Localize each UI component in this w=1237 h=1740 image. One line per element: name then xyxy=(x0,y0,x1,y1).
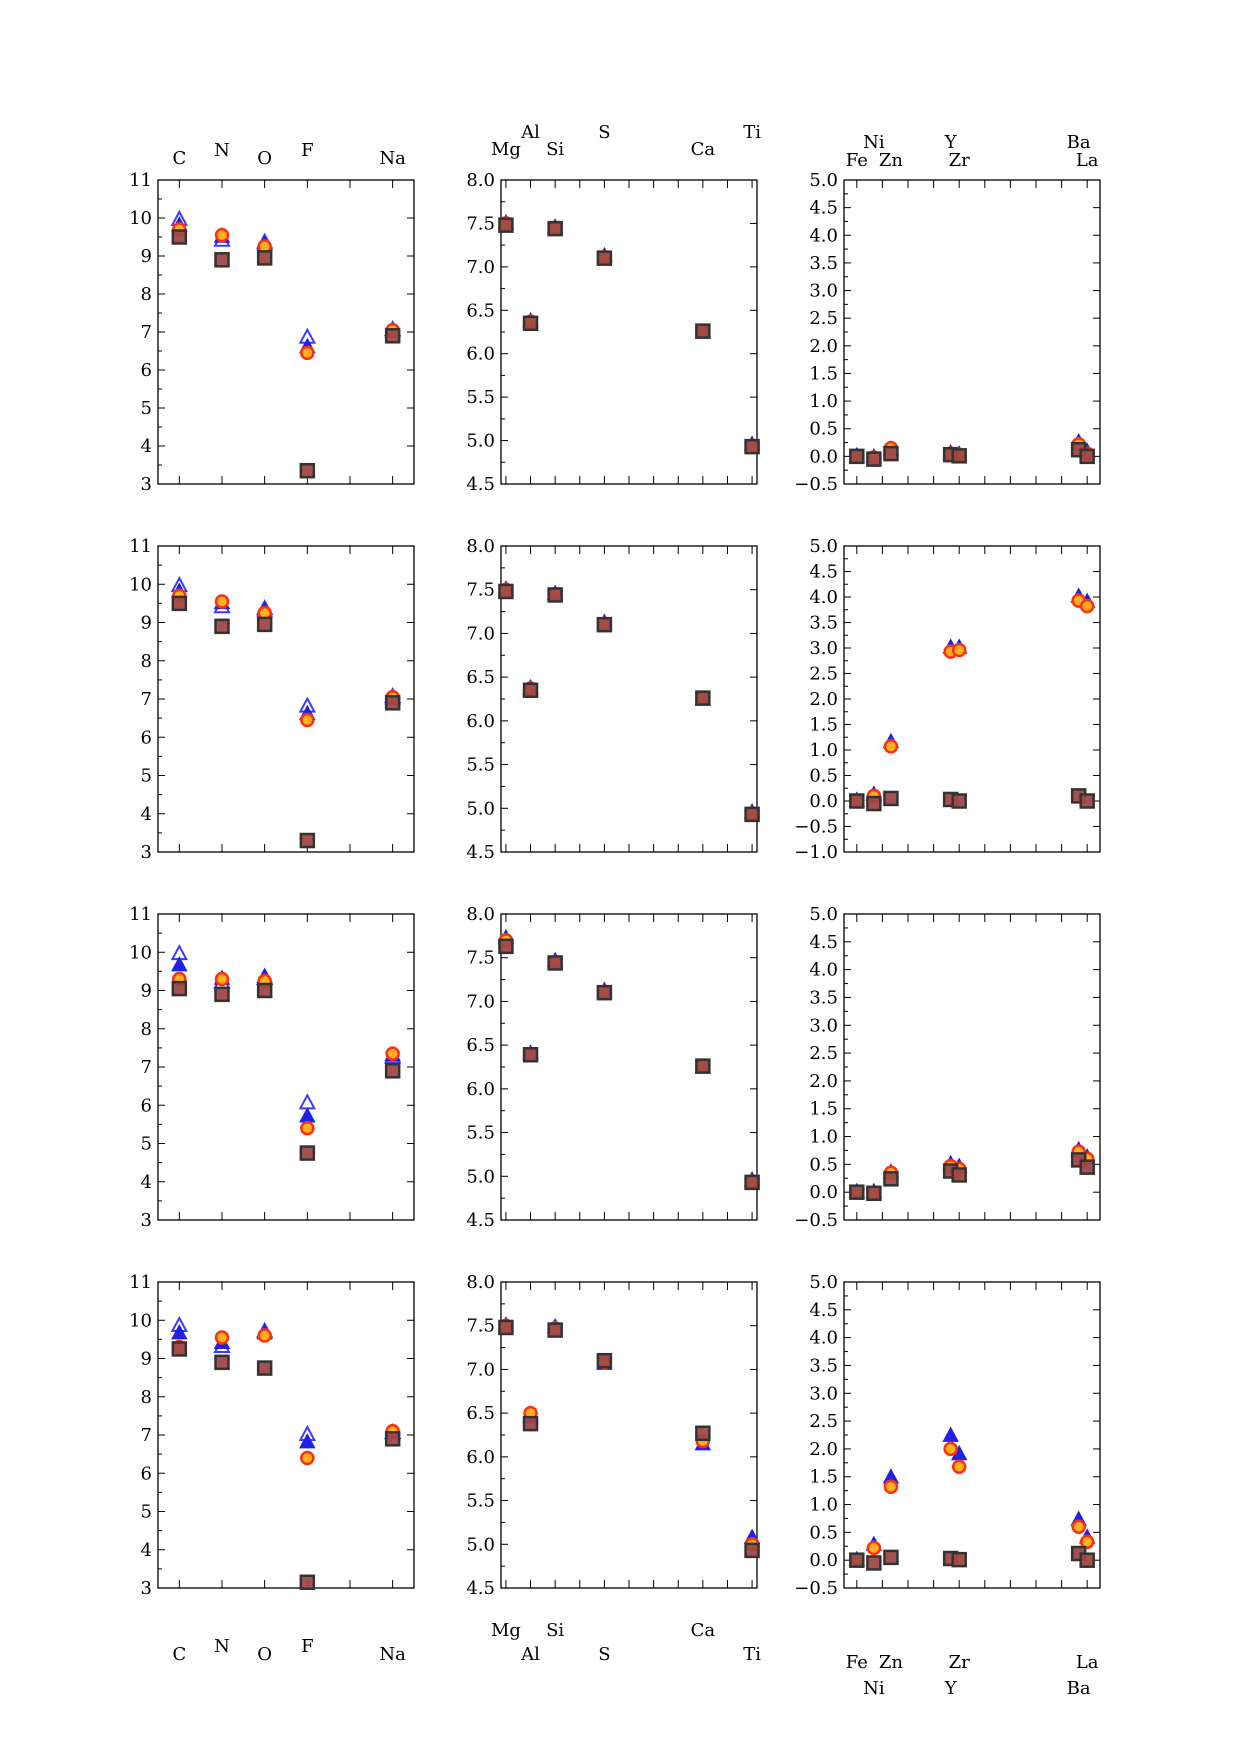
circle-marker xyxy=(1081,600,1093,612)
y-tick-label: 0.5 xyxy=(809,1154,838,1176)
y-tick-label: −0.5 xyxy=(794,474,838,495)
y-tick-label: −0.5 xyxy=(794,816,838,838)
y-tick-label: 7.5 xyxy=(466,579,495,601)
y-tick-label: 7 xyxy=(140,322,152,343)
element-label-c: C xyxy=(172,148,187,169)
square-marker xyxy=(258,251,271,264)
y-tick-label: 8 xyxy=(140,1386,152,1408)
square-marker xyxy=(696,1427,709,1440)
square-marker xyxy=(746,440,759,453)
panel-r4-c3 xyxy=(794,1272,1100,1599)
triangle-marker xyxy=(944,1428,958,1441)
circle-marker xyxy=(868,1542,880,1554)
y-tick-label: 11 xyxy=(129,1272,152,1293)
y-tick-label: 7 xyxy=(140,1057,152,1078)
series-triangle-open xyxy=(172,1318,399,1440)
series-triangle xyxy=(172,584,399,719)
square-marker xyxy=(524,684,537,697)
element-label-fe: Fe xyxy=(845,150,868,171)
y-tick-label: 10 xyxy=(129,1310,152,1332)
square-marker xyxy=(301,464,314,477)
element-label-zn: Zn xyxy=(878,1652,903,1673)
square-marker xyxy=(301,1147,314,1160)
y-tick-label: 10 xyxy=(129,574,152,596)
square-marker xyxy=(598,618,611,631)
element-label-si: Si xyxy=(546,139,565,160)
element-label-na: Na xyxy=(379,148,406,169)
panel-r1-c2 xyxy=(466,170,759,495)
panel-r2-c3 xyxy=(794,536,1100,863)
square-marker xyxy=(850,1186,863,1199)
y-tick-label: 1.0 xyxy=(809,740,838,761)
panel-r3-c1 xyxy=(129,904,414,1231)
y-tick-label: 10 xyxy=(129,208,152,229)
series-circle xyxy=(851,595,1093,807)
square-marker xyxy=(867,1187,880,1200)
series-square xyxy=(850,1547,1093,1569)
element-label-y: Y xyxy=(944,1678,957,1699)
square-marker xyxy=(524,1048,537,1061)
square-marker xyxy=(1081,1554,1094,1567)
element-label-o: O xyxy=(257,148,273,169)
square-marker xyxy=(173,231,186,244)
square-marker xyxy=(746,1176,759,1189)
y-tick-label: 8.0 xyxy=(466,1272,495,1293)
y-tick-label: 3 xyxy=(140,1210,152,1231)
y-tick-label: 4.5 xyxy=(466,474,495,495)
series-triangle xyxy=(499,582,759,818)
y-tick-label: 7 xyxy=(140,689,152,710)
series-triangle xyxy=(172,1326,399,1448)
square-marker xyxy=(867,797,880,810)
plot-frame xyxy=(844,180,1100,484)
plot-frame xyxy=(501,180,757,484)
square-marker xyxy=(746,1544,759,1557)
plot-frame xyxy=(158,180,414,484)
y-tick-label: 5.0 xyxy=(466,1166,495,1188)
series-triangle xyxy=(499,215,759,449)
square-marker xyxy=(598,1354,611,1367)
square-marker xyxy=(598,252,611,265)
y-tick-label: 9 xyxy=(140,1348,152,1370)
y-tick-label: 8 xyxy=(140,1018,152,1040)
element-label-si: Si xyxy=(546,1620,565,1641)
y-tick-label: 8.0 xyxy=(466,904,495,925)
square-marker xyxy=(549,1324,562,1337)
plot-frame xyxy=(844,914,1100,1220)
series-square xyxy=(850,443,1093,465)
series-circle xyxy=(500,1320,758,1551)
element-label-mg: Mg xyxy=(490,139,521,160)
y-tick-label: 8.0 xyxy=(466,170,495,191)
y-tick-label: 6.5 xyxy=(466,1035,495,1057)
y-tick-label: 11 xyxy=(129,904,152,925)
series-circle xyxy=(851,1443,1093,1566)
y-tick-label: 5 xyxy=(140,1501,152,1523)
series-triangle xyxy=(172,958,399,1122)
circle-marker xyxy=(885,1481,897,1493)
series-triangle-open xyxy=(172,578,399,711)
square-marker xyxy=(216,988,229,1001)
y-tick-label: 6.0 xyxy=(466,710,495,732)
plot-frame xyxy=(501,1282,757,1588)
series-square xyxy=(499,219,758,453)
element-label-ba: Ba xyxy=(1066,1678,1091,1699)
y-tick-label: 2.5 xyxy=(809,308,838,330)
square-marker xyxy=(1081,795,1094,808)
y-tick-label: 5.0 xyxy=(809,1272,838,1293)
square-marker xyxy=(258,618,271,631)
square-marker xyxy=(386,1432,399,1445)
y-tick-label: 4.5 xyxy=(809,1299,838,1321)
square-marker xyxy=(216,620,229,633)
y-tick-label: −0.5 xyxy=(794,1210,838,1231)
circle-marker xyxy=(1073,1521,1085,1533)
y-tick-label: 11 xyxy=(129,536,152,557)
square-marker xyxy=(173,982,186,995)
y-tick-label: 1.5 xyxy=(809,714,838,736)
y-tick-label: 5 xyxy=(140,1133,152,1155)
y-tick-label: 6 xyxy=(140,1463,152,1485)
y-tick-label: 4 xyxy=(140,436,152,457)
y-tick-label: 2.0 xyxy=(809,689,838,710)
element-label-c: C xyxy=(172,1644,187,1665)
panel-r1-c3 xyxy=(794,170,1100,495)
y-tick-label: 5 xyxy=(140,765,152,787)
y-tick-label: 4.5 xyxy=(466,1210,495,1231)
y-tick-label: 3.5 xyxy=(809,612,838,634)
square-marker xyxy=(173,597,186,610)
circle-marker xyxy=(301,714,313,726)
y-tick-label: 3.0 xyxy=(809,638,838,659)
square-marker xyxy=(867,453,880,466)
element-label-s: S xyxy=(598,122,611,143)
element-label-ba: Ba xyxy=(1066,132,1091,153)
element-label-n: N xyxy=(214,140,230,161)
circle-marker xyxy=(953,1461,965,1473)
y-tick-label: 10 xyxy=(129,942,152,964)
y-tick-label: 5.5 xyxy=(466,387,495,409)
y-tick-label: 4.0 xyxy=(809,225,838,247)
square-marker xyxy=(549,588,562,601)
element-label-f: F xyxy=(301,140,314,161)
y-tick-label: 4 xyxy=(140,1171,152,1193)
y-tick-label: −1.0 xyxy=(794,842,838,863)
plot-frame xyxy=(158,1282,414,1588)
y-tick-label: 0.5 xyxy=(809,418,838,440)
y-tick-label: 2.0 xyxy=(809,335,838,357)
y-tick-label: 4.0 xyxy=(809,587,838,608)
series-circle xyxy=(173,1330,398,1464)
series-square xyxy=(173,1342,399,1588)
y-tick-label: 5.0 xyxy=(466,1534,495,1556)
y-tick-label: 5.0 xyxy=(809,536,838,557)
series-square xyxy=(850,789,1093,810)
y-tick-label: 4.0 xyxy=(809,1327,838,1349)
square-marker xyxy=(850,450,863,463)
panel-r4-c2 xyxy=(466,1272,759,1599)
y-tick-label: 6.5 xyxy=(466,300,495,322)
y-tick-label: 5.5 xyxy=(466,1122,495,1144)
y-tick-label: 4 xyxy=(140,1539,152,1561)
circle-marker xyxy=(885,740,897,752)
square-marker xyxy=(598,986,611,999)
element-label-ti: Ti xyxy=(743,122,761,143)
y-tick-label: 7.5 xyxy=(466,1315,495,1337)
series-triangle xyxy=(850,1428,1094,1565)
y-tick-label: 6 xyxy=(140,360,152,381)
square-marker xyxy=(884,1172,897,1185)
y-tick-label: 5.0 xyxy=(466,430,495,452)
y-tick-label: 7.0 xyxy=(466,1359,495,1381)
y-tick-label: 5.0 xyxy=(466,798,495,820)
circle-marker xyxy=(216,229,228,241)
series-square xyxy=(499,585,758,821)
circle-marker xyxy=(387,1048,399,1060)
y-tick-label: 6 xyxy=(140,727,152,749)
y-tick-label: 5 xyxy=(140,398,152,419)
panel-r4-c1 xyxy=(129,1272,414,1599)
y-tick-label: 3.0 xyxy=(809,1383,838,1405)
y-tick-label: 6 xyxy=(140,1095,152,1117)
circle-marker xyxy=(301,1452,313,1464)
y-tick-label: 6.5 xyxy=(466,1403,495,1425)
y-tick-label: 6.0 xyxy=(466,1446,495,1468)
y-tick-label: 8 xyxy=(140,284,152,305)
square-marker xyxy=(696,692,709,705)
square-marker xyxy=(549,222,562,235)
y-tick-label: 3 xyxy=(140,474,152,495)
y-tick-label: 11 xyxy=(129,170,152,191)
y-tick-label: 1.5 xyxy=(809,1098,838,1120)
y-tick-label: 3 xyxy=(140,1578,152,1599)
y-tick-label: 5.5 xyxy=(466,1490,495,1512)
panel-r1-c1 xyxy=(129,170,414,495)
square-marker xyxy=(696,325,709,338)
square-marker xyxy=(301,834,314,847)
circle-marker xyxy=(216,595,228,607)
y-tick-label: 7.5 xyxy=(466,213,495,235)
series-square xyxy=(499,940,758,1189)
element-label-zr: Zr xyxy=(948,150,970,171)
y-tick-label: 0.0 xyxy=(809,446,838,468)
element-label-s: S xyxy=(598,1644,611,1665)
plot-frame xyxy=(501,914,757,1220)
series-triangle-open xyxy=(172,212,399,343)
series-triangle xyxy=(172,218,399,353)
element-label-zn: Zn xyxy=(878,150,903,171)
triangle-open-marker xyxy=(300,1095,314,1108)
element-label-fe: Fe xyxy=(845,1652,868,1673)
y-tick-label: 5.5 xyxy=(466,754,495,776)
element-label-la: La xyxy=(1075,1652,1099,1673)
y-tick-label: 5.0 xyxy=(809,170,838,191)
y-tick-label: 6.5 xyxy=(466,667,495,689)
element-label-ca: Ca xyxy=(690,1620,716,1641)
y-tick-label: 3.5 xyxy=(809,987,838,1009)
element-label-na: Na xyxy=(379,1644,406,1665)
square-marker xyxy=(953,449,966,462)
square-marker xyxy=(867,1556,880,1569)
y-tick-label: 7.0 xyxy=(466,623,495,645)
y-tick-label: 7.0 xyxy=(466,991,495,1013)
element-label-ca: Ca xyxy=(690,139,716,160)
y-tick-label: 1.5 xyxy=(809,1466,838,1488)
panel-r2-c2 xyxy=(466,536,759,863)
y-tick-label: 0.5 xyxy=(809,1522,838,1544)
element-label-o: O xyxy=(257,1644,273,1665)
square-marker xyxy=(386,329,399,342)
plot-frame xyxy=(844,1282,1100,1588)
square-marker xyxy=(173,1342,186,1355)
square-marker xyxy=(499,940,512,953)
square-marker xyxy=(549,956,562,969)
element-label-ti: Ti xyxy=(743,1644,761,1665)
y-tick-label: 7.0 xyxy=(466,256,495,278)
y-tick-label: 8 xyxy=(140,650,152,672)
panel-r3-c3 xyxy=(794,904,1100,1231)
element-label-y: Y xyxy=(944,132,957,153)
y-tick-label: 7 xyxy=(140,1425,152,1446)
series-square xyxy=(173,231,399,478)
y-tick-label: 4.5 xyxy=(809,197,838,219)
square-marker xyxy=(746,808,759,821)
series-circle xyxy=(173,590,398,726)
y-tick-label: 1.5 xyxy=(809,363,838,385)
series-circle xyxy=(500,934,758,1187)
element-label-al: Al xyxy=(521,1644,540,1665)
square-marker xyxy=(386,696,399,709)
y-tick-label: 4.0 xyxy=(809,959,838,981)
element-label-ni: Ni xyxy=(863,1678,885,1699)
square-marker xyxy=(953,1553,966,1566)
circle-marker xyxy=(953,644,965,656)
series-square xyxy=(173,982,399,1159)
square-marker xyxy=(499,1321,512,1334)
circle-marker xyxy=(216,1331,228,1343)
series-square xyxy=(850,1153,1093,1199)
plot-frame xyxy=(158,914,414,1220)
square-marker xyxy=(884,447,897,460)
square-marker xyxy=(696,1060,709,1073)
element-label-f: F xyxy=(301,1636,314,1657)
square-marker xyxy=(499,219,512,232)
y-tick-label: 6.0 xyxy=(466,343,495,365)
y-tick-label: 0.0 xyxy=(809,1550,838,1572)
y-tick-label: 4.5 xyxy=(466,842,495,863)
y-tick-label: 2.5 xyxy=(809,663,838,685)
square-marker xyxy=(1081,1161,1094,1174)
element-label-ni: Ni xyxy=(863,132,885,153)
series-triangle-open xyxy=(172,946,399,1108)
plot-frame xyxy=(501,546,757,852)
square-marker xyxy=(850,1554,863,1567)
series-circle xyxy=(173,973,398,1134)
square-marker xyxy=(499,585,512,598)
square-marker xyxy=(1081,450,1094,463)
square-marker xyxy=(850,795,863,808)
y-tick-label: 0.0 xyxy=(809,791,838,812)
series-circle xyxy=(173,223,398,359)
panel-r3-c2 xyxy=(466,904,759,1231)
y-tick-label: 5.0 xyxy=(809,904,838,925)
series-square xyxy=(173,597,399,847)
y-tick-label: 0.0 xyxy=(809,1182,838,1204)
y-tick-label: 2.0 xyxy=(809,1438,838,1460)
y-tick-label: 1.0 xyxy=(809,1126,838,1148)
plot-frame xyxy=(844,546,1100,852)
square-marker xyxy=(258,1362,271,1375)
y-tick-label: 4 xyxy=(140,803,152,825)
y-tick-label: 1.0 xyxy=(809,1494,838,1516)
circle-marker xyxy=(945,1443,957,1455)
square-marker xyxy=(524,1417,537,1430)
y-tick-label: 1.0 xyxy=(809,391,838,413)
circle-marker xyxy=(216,973,228,985)
plot-frame xyxy=(158,546,414,852)
circle-marker xyxy=(301,1122,313,1134)
y-tick-label: 3.5 xyxy=(809,1355,838,1377)
y-tick-label: 8.0 xyxy=(466,536,495,557)
y-tick-label: 9 xyxy=(140,246,152,267)
element-label-mg: Mg xyxy=(490,1620,521,1641)
element-label-n: N xyxy=(214,1636,230,1657)
series-square xyxy=(499,1321,758,1557)
y-tick-label: 7.5 xyxy=(466,947,495,969)
square-marker xyxy=(884,1551,897,1564)
square-marker xyxy=(953,1168,966,1181)
series-circle xyxy=(500,217,758,451)
square-marker xyxy=(216,1356,229,1369)
y-tick-label: 9 xyxy=(140,980,152,1002)
y-tick-label: 3.0 xyxy=(809,280,838,302)
square-marker xyxy=(524,317,537,330)
y-tick-label: 9 xyxy=(140,612,152,634)
y-tick-label: −0.5 xyxy=(794,1578,838,1599)
y-tick-label: 4.5 xyxy=(809,931,838,953)
square-marker xyxy=(884,792,897,805)
circle-marker xyxy=(259,1330,271,1342)
square-marker xyxy=(258,984,271,997)
square-marker xyxy=(216,253,229,266)
square-marker xyxy=(386,1064,399,1077)
y-tick-label: 3.0 xyxy=(809,1015,838,1037)
y-tick-label: 4.5 xyxy=(809,561,838,583)
y-tick-label: 4.5 xyxy=(466,1578,495,1599)
y-tick-label: 0.5 xyxy=(809,765,838,787)
y-tick-label: 2.5 xyxy=(809,1411,838,1433)
circle-marker xyxy=(301,347,313,359)
square-marker xyxy=(953,795,966,808)
element-label-zr: Zr xyxy=(948,1652,970,1673)
series-triangle xyxy=(850,589,1094,806)
y-tick-label: 6.0 xyxy=(466,1078,495,1100)
element-label-al: Al xyxy=(521,122,540,143)
y-tick-label: 3 xyxy=(140,842,152,863)
square-marker xyxy=(301,1576,314,1589)
panel-r2-c1 xyxy=(129,536,414,863)
series-circle xyxy=(500,584,758,820)
element-label-la: La xyxy=(1075,150,1099,171)
y-tick-label: 2.5 xyxy=(809,1043,838,1065)
y-tick-label: 2.0 xyxy=(809,1070,838,1092)
y-tick-label: 3.5 xyxy=(809,252,838,274)
triangle-marker xyxy=(300,1109,314,1122)
